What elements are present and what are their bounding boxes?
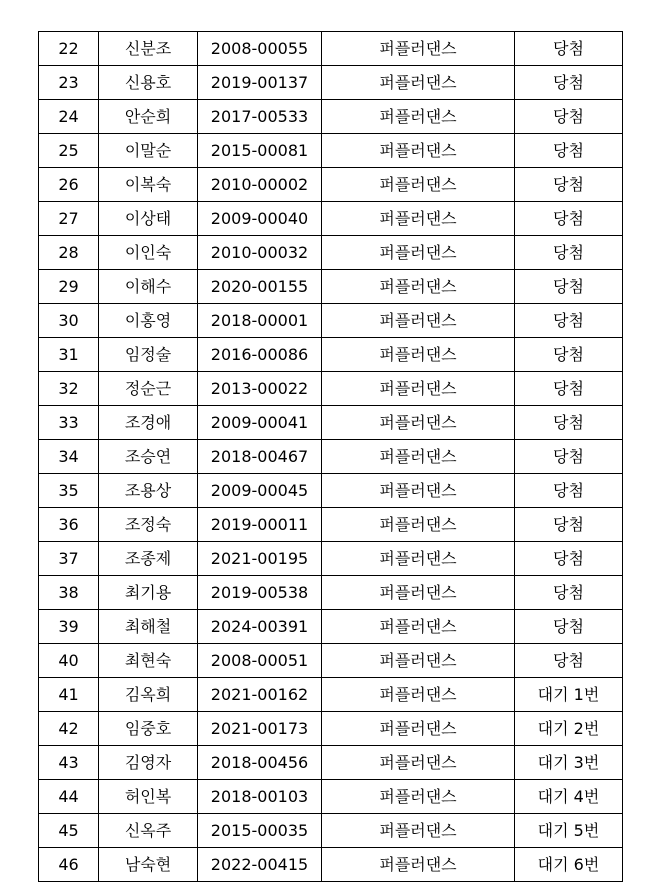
program-cell: 퍼플러댄스 [322,32,515,66]
table-row [39,542,623,576]
program-cell: 퍼플러댄스 [322,66,515,100]
table-row [39,100,623,134]
row-number-cell: 28 [39,236,99,270]
result-cell: 당첨 [515,406,623,440]
result-cell: 당첨 [515,508,623,542]
program-cell: 퍼플러댄스 [322,168,515,202]
table-row [39,644,623,678]
table-row [39,576,623,610]
result-cell: 당첨 [515,474,623,508]
table-row [39,406,623,440]
row-number-cell: 24 [39,100,99,134]
name-cell: 신분조 [99,32,198,66]
member-id-cell: 2017-00533 [198,100,322,134]
member-id-cell: 2015-00081 [198,134,322,168]
result-cell: 당첨 [515,236,623,270]
row-number-cell: 27 [39,202,99,236]
result-cell: 당첨 [515,32,623,66]
result-cell: 대기 3번 [515,746,623,780]
row-number-cell: 38 [39,576,99,610]
program-cell: 퍼플러댄스 [322,678,515,712]
row-number-cell: 33 [39,406,99,440]
name-cell: 이말순 [99,134,198,168]
program-cell: 퍼플러댄스 [322,440,515,474]
member-id-cell: 2021-00195 [198,542,322,576]
member-id-cell: 2009-00041 [198,406,322,440]
result-cell: 당첨 [515,610,623,644]
table-row [39,746,623,780]
program-cell: 퍼플러댄스 [322,236,515,270]
name-cell: 최해철 [99,610,198,644]
name-cell: 조정숙 [99,508,198,542]
member-id-cell: 2010-00032 [198,236,322,270]
program-cell: 퍼플러댄스 [322,644,515,678]
table-row [39,712,623,746]
result-cell: 당첨 [515,270,623,304]
table-row [39,168,623,202]
result-cell: 당첨 [515,576,623,610]
table-row [39,304,623,338]
result-cell: 당첨 [515,168,623,202]
name-cell: 안순희 [99,100,198,134]
row-number-cell: 43 [39,746,99,780]
table-row [39,678,623,712]
program-cell: 퍼플러댄스 [322,474,515,508]
table-row [39,32,623,66]
program-cell: 퍼플러댄스 [322,372,515,406]
row-number-cell: 23 [39,66,99,100]
name-cell: 조용상 [99,474,198,508]
row-number-cell: 31 [39,338,99,372]
result-cell: 당첨 [515,372,623,406]
program-cell: 퍼플러댄스 [322,610,515,644]
member-id-cell: 2010-00002 [198,168,322,202]
table-row [39,440,623,474]
table-row [39,848,623,882]
name-cell: 임중호 [99,712,198,746]
name-cell: 허인복 [99,780,198,814]
member-id-cell: 2020-00155 [198,270,322,304]
name-cell: 조종제 [99,542,198,576]
result-cell: 당첨 [515,338,623,372]
name-cell: 신옥주 [99,814,198,848]
name-cell: 최기용 [99,576,198,610]
program-cell: 퍼플러댄스 [322,780,515,814]
row-number-cell: 37 [39,542,99,576]
program-cell: 퍼플러댄스 [322,576,515,610]
program-cell: 퍼플러댄스 [322,100,515,134]
program-cell: 퍼플러댄스 [322,848,515,882]
result-cell: 당첨 [515,542,623,576]
row-number-cell: 46 [39,848,99,882]
member-id-cell: 2022-00415 [198,848,322,882]
row-number-cell: 44 [39,780,99,814]
result-cell: 당첨 [515,202,623,236]
row-number-cell: 39 [39,610,99,644]
member-id-cell: 2009-00040 [198,202,322,236]
name-cell: 조경애 [99,406,198,440]
result-cell: 당첨 [515,100,623,134]
member-id-cell: 2019-00538 [198,576,322,610]
member-id-cell: 2015-00035 [198,814,322,848]
name-cell: 김영자 [99,746,198,780]
row-number-cell: 32 [39,372,99,406]
member-id-cell: 2019-00137 [198,66,322,100]
name-cell: 이해수 [99,270,198,304]
row-number-cell: 40 [39,644,99,678]
name-cell: 이상태 [99,202,198,236]
row-number-cell: 25 [39,134,99,168]
name-cell: 신용호 [99,66,198,100]
table-body [39,32,623,882]
member-id-cell: 2008-00055 [198,32,322,66]
result-cell: 당첨 [515,440,623,474]
program-cell: 퍼플러댄스 [322,304,515,338]
table-row [39,338,623,372]
name-cell: 김옥희 [99,678,198,712]
result-cell: 대기 4번 [515,780,623,814]
member-id-cell: 2018-00103 [198,780,322,814]
row-number-cell: 34 [39,440,99,474]
member-id-cell: 2016-00086 [198,338,322,372]
table-row [39,508,623,542]
program-cell: 퍼플러댄스 [322,746,515,780]
result-cell: 당첨 [515,134,623,168]
result-cell: 당첨 [515,304,623,338]
name-cell: 최현숙 [99,644,198,678]
result-cell: 대기 5번 [515,814,623,848]
program-cell: 퍼플러댄스 [322,134,515,168]
table-row [39,134,623,168]
name-cell: 남숙현 [99,848,198,882]
result-cell: 당첨 [515,66,623,100]
row-number-cell: 30 [39,304,99,338]
member-id-cell: 2021-00173 [198,712,322,746]
row-number-cell: 36 [39,508,99,542]
member-id-cell: 2019-00011 [198,508,322,542]
lottery-results-table [38,31,623,882]
name-cell: 이복숙 [99,168,198,202]
row-number-cell: 41 [39,678,99,712]
row-number-cell: 29 [39,270,99,304]
program-cell: 퍼플러댄스 [322,712,515,746]
member-id-cell: 2018-00467 [198,440,322,474]
row-number-cell: 35 [39,474,99,508]
member-id-cell: 2008-00051 [198,644,322,678]
result-cell: 대기 2번 [515,712,623,746]
table-row [39,372,623,406]
result-cell: 당첨 [515,644,623,678]
member-id-cell: 2009-00045 [198,474,322,508]
name-cell: 이홍영 [99,304,198,338]
table-row [39,610,623,644]
program-cell: 퍼플러댄스 [322,202,515,236]
document-page [38,31,623,882]
program-cell: 퍼플러댄스 [322,406,515,440]
result-cell: 대기 1번 [515,678,623,712]
row-number-cell: 45 [39,814,99,848]
table-row [39,270,623,304]
program-cell: 퍼플러댄스 [322,338,515,372]
result-cell: 대기 6번 [515,848,623,882]
member-id-cell: 2018-00001 [198,304,322,338]
program-cell: 퍼플러댄스 [322,814,515,848]
member-id-cell: 2021-00162 [198,678,322,712]
program-cell: 퍼플러댄스 [322,270,515,304]
program-cell: 퍼플러댄스 [322,508,515,542]
table-row [39,202,623,236]
row-number-cell: 42 [39,712,99,746]
table-row [39,474,623,508]
member-id-cell: 2013-00022 [198,372,322,406]
table-row [39,236,623,270]
member-id-cell: 2024-00391 [198,610,322,644]
table-row [39,814,623,848]
program-cell: 퍼플러댄스 [322,542,515,576]
table-row [39,66,623,100]
name-cell: 임정술 [99,338,198,372]
row-number-cell: 22 [39,32,99,66]
table-row [39,780,623,814]
row-number-cell: 26 [39,168,99,202]
name-cell: 조승연 [99,440,198,474]
name-cell: 정순근 [99,372,198,406]
name-cell: 이인숙 [99,236,198,270]
member-id-cell: 2018-00456 [198,746,322,780]
